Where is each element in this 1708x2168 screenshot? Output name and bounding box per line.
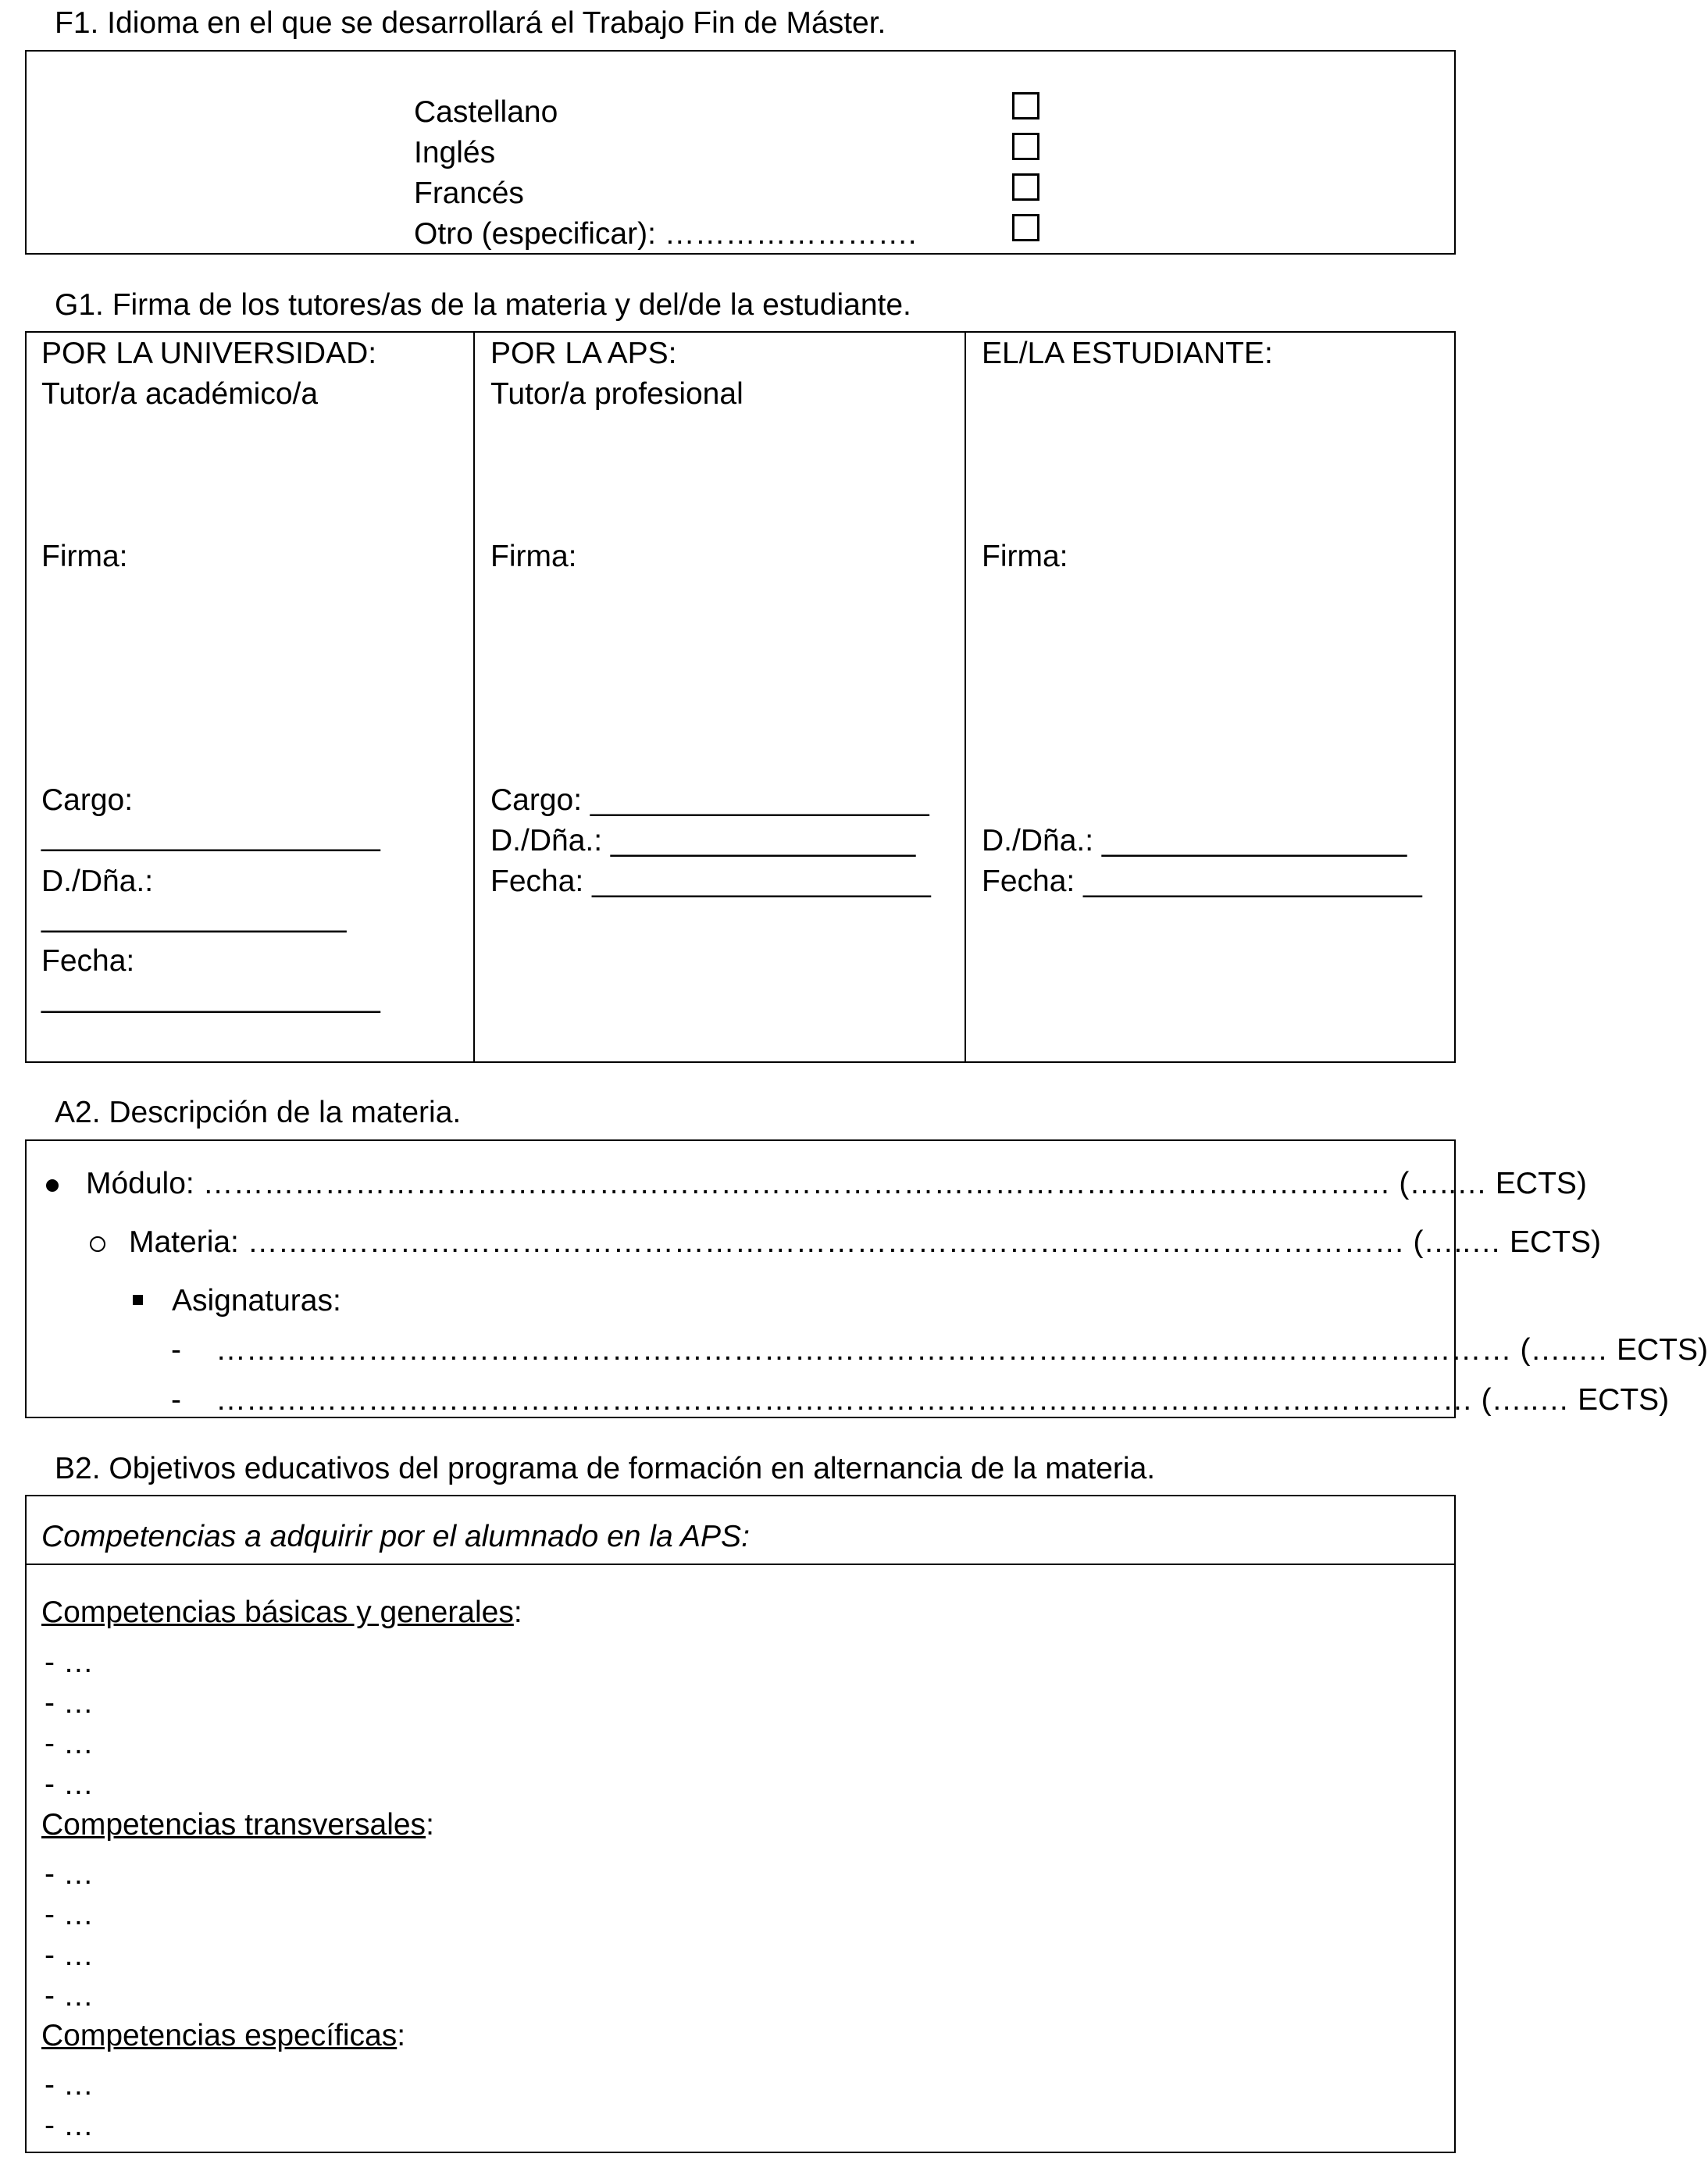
dona-line[interactable]: __________________ (41, 900, 347, 933)
cargo-line[interactable]: ____________________ (41, 818, 380, 852)
fecha-label: Fecha: (41, 944, 135, 978)
list-item: - … (45, 1686, 94, 1720)
asignatura-field[interactable]: …………………………………………………………………………………………..…………………… (…..… ECTS) (216, 1333, 1708, 1367)
list-item: - … (45, 1767, 94, 1801)
fecha-line[interactable]: ____________________ (41, 980, 380, 1014)
competencias-basicas-heading (41, 1593, 522, 1633)
tutor-profesional-label: Tutor/a profesional (490, 377, 743, 411)
asignatura-field[interactable]: ……………………………………………………………………………………………….…………… (…..… ECTS) (216, 1383, 1670, 1417)
colon: : (397, 2019, 406, 2052)
option-frances-label: Francés (414, 177, 524, 210)
aps-title: POR LA APS: (490, 337, 677, 370)
checkbox-castellano[interactable] (1012, 92, 1039, 119)
dona-field[interactable]: D./Dña.: __________________ (982, 824, 1407, 858)
competencias-basicas-label: Competencias básicas y generales (41, 1596, 514, 1629)
section-b2-heading: B2. Objetivos educativos del programa de formación en alternancia de la materia. (55, 1452, 1156, 1485)
estudiante-title: EL/LA ESTUDIANTE: (982, 337, 1273, 370)
competencias-header: Competencias a adquirir por el alumnado en la APS: (41, 1520, 750, 1553)
fecha-field[interactable]: Fecha: ____________________ (982, 865, 1422, 898)
colon: : (426, 1808, 434, 1842)
universidad-title: POR LA UNIVERSIDAD: (41, 337, 377, 370)
list-item: - … (45, 1938, 94, 1972)
bullet-disc (46, 1179, 59, 1192)
header-divider (25, 1564, 1456, 1565)
competencias-transversales-label: Competencias transversales (41, 1808, 426, 1842)
checkbox-frances[interactable] (1012, 173, 1039, 201)
column-divider (473, 331, 475, 1063)
option-otro-label: Otro (especificar): ……………………. (414, 217, 917, 251)
option-castellano-label: Castellano (414, 95, 558, 129)
firma-label: Firma: (41, 540, 128, 573)
list-item: - … (45, 1727, 94, 1760)
firma-label: Firma: (490, 540, 577, 573)
list-item: - … (45, 2109, 94, 2142)
dona-field[interactable]: D./Dña.: __________________ (490, 824, 916, 858)
section-g1-heading: G1. Firma de los tutores/as de la materia y del/de la estudiante. (55, 288, 911, 322)
list-item: - … (45, 1979, 94, 2013)
list-item: - … (45, 2068, 94, 2102)
column-divider (965, 331, 966, 1063)
dash: - (171, 1333, 181, 1367)
dash: - (171, 1383, 181, 1417)
modulo-field[interactable]: Módulo: ……………………………………………………………………………………………………… (…..… ECTS) (86, 1167, 1587, 1200)
section-a2-heading: A2. Descripción de la materia. (55, 1096, 462, 1129)
signature-table (25, 331, 1456, 1063)
list-item: - … (45, 1857, 94, 1891)
firma-label: Firma: (982, 540, 1068, 573)
checkbox-otro[interactable] (1012, 214, 1039, 241)
section-f1-heading: F1. Idioma en el que se desarrollará el Trabajo Fin de Máster. (55, 6, 886, 40)
cargo-field[interactable]: Cargo: ____________________ (490, 783, 929, 817)
cargo-label: Cargo: (41, 783, 134, 817)
competencias-especificas-heading (41, 2016, 405, 2056)
fecha-field[interactable]: Fecha: ____________________ (490, 865, 931, 898)
dona-label: D./Dña.: (41, 865, 154, 898)
list-item: - … (45, 1898, 94, 1931)
checkbox-ingles[interactable] (1012, 133, 1039, 160)
bullet-square (133, 1295, 143, 1305)
asignaturas-label: Asignaturas: (172, 1284, 341, 1318)
materia-field[interactable]: Materia: …………………………………………………………………………………………………… (…..… ECTS) (129, 1225, 1602, 1259)
competencias-especificas-label: Competencias específicas (41, 2019, 398, 2052)
colon: : (513, 1596, 522, 1629)
competencias-transversales-heading (41, 1806, 434, 1845)
option-ingles-label: Inglés (414, 136, 496, 169)
list-item: - … (45, 1646, 94, 1679)
bullet-circle (90, 1236, 105, 1252)
tutor-academico-label: Tutor/a académico/a (41, 377, 319, 411)
